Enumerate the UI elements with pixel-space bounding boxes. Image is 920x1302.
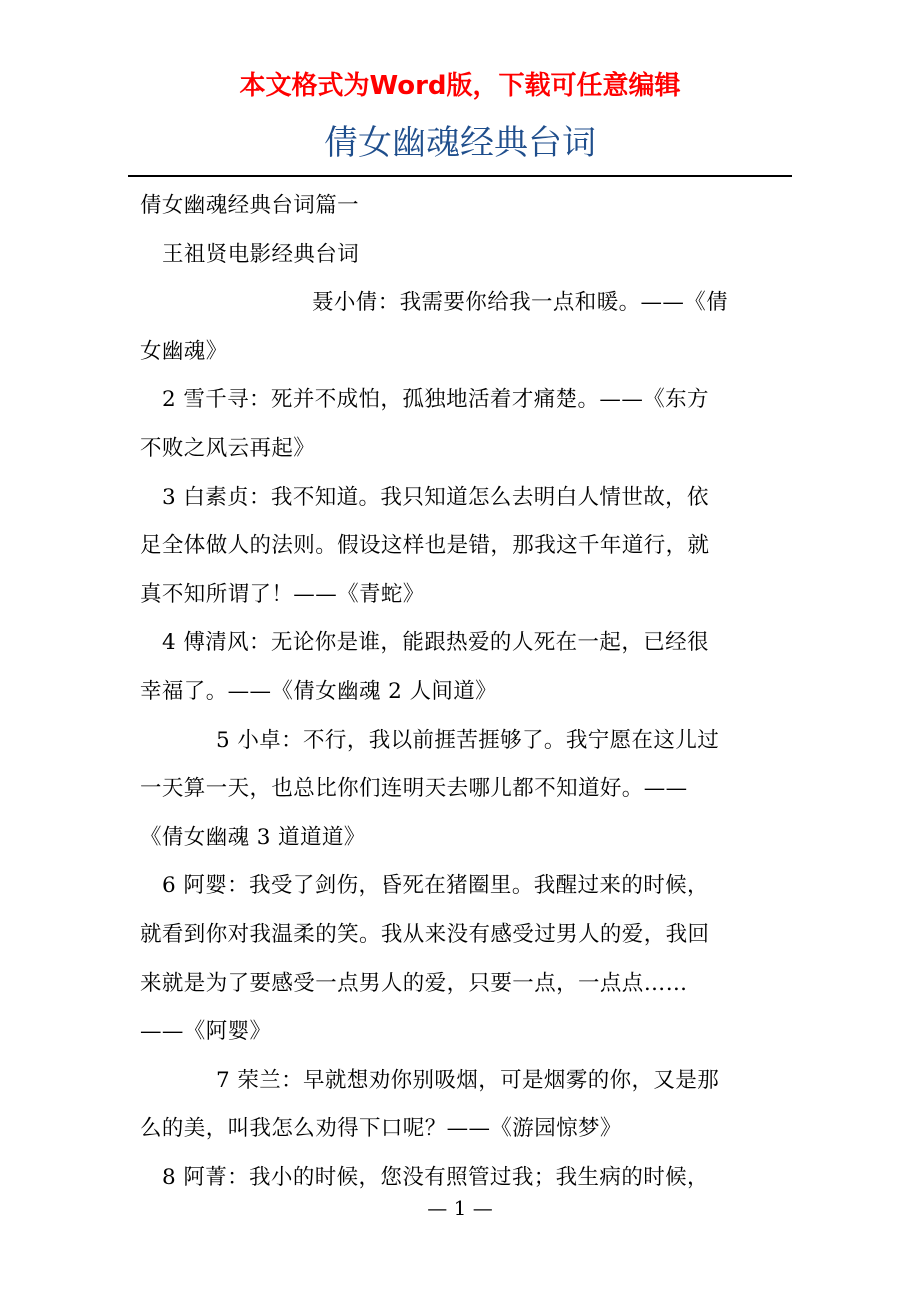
title-divider [128,175,792,177]
document-title: 倩女幽魂经典台词 [324,123,596,163]
quote-line: 一天算一天，也总比你们连明天去哪儿都不知道好。—— [140,776,688,802]
download-notice-banner: 本文格式为Word版，下载可任意编辑 [239,71,681,101]
quote-line: 4 傅清风：无论你是谁，能跟热爱的人死在一起，已经很 [162,630,709,656]
subheading: 王祖贤电影经典台词 [162,241,360,267]
quote-5 [140,717,788,863]
quote-1 [140,279,788,376]
quote-4 [140,619,788,716]
quote-line: 3 白素贞：我不知道。我只知道怎么去明白人情世故，依 [162,484,709,510]
quote-line: 2 雪千寻：死并不成怕，孤独地活着才痛楚。——《东方 [162,387,709,413]
quote-line: 聂小倩：我需要你给我一点和暖。——《倩 [312,290,729,316]
quote-line: 来就是为了要感受一点男人的爱，只要一点，一点点…… [140,970,688,996]
section-heading: 倩女幽魂经典台词篇一 [140,193,360,218]
page-number: — 1 — [427,1196,493,1220]
quote-line: 8 阿菁：我小的时候，您没有照管过我；我生病的时候， [162,1164,709,1190]
quote-6 [140,862,788,1056]
quote-line: 女幽魂》 [140,338,228,364]
quote-line: 真不知所谓了！——《青蛇》 [140,581,425,607]
quote-3 [140,474,788,620]
quote-line: 7 荣兰：早就想劝你别吸烟，可是烟雾的你，又是那 [216,1067,720,1093]
quote-line: 《倩女幽魂 3 道道道》 [140,824,366,850]
document-body [140,182,788,1202]
quote-line: 5 小卓：不行，我以前捱苦捱够了。我宁愿在这儿过 [216,727,720,753]
quote-line: ——《阿婴》 [140,1019,272,1045]
quote-line: 就看到你对我温柔的笑。我从来没有感受过男人的爱，我回 [140,921,710,947]
quote-line: 足全体做人的法则。假设这样也是错，那我这千年道行，就 [140,533,710,559]
quote-2 [140,376,788,473]
quote-line: 6 阿婴：我受了剑伤，昏死在猪圈里。我醒过来的时候， [162,873,709,899]
quote-7 [140,1057,788,1154]
quote-line: 么的美，叫我怎么劝得下口呢？——《游园惊梦》 [140,1116,622,1142]
quote-line: 幸福了。——《倩女幽魂 2 人间道》 [140,678,498,704]
quote-line: 不败之风云再起》 [140,435,316,461]
